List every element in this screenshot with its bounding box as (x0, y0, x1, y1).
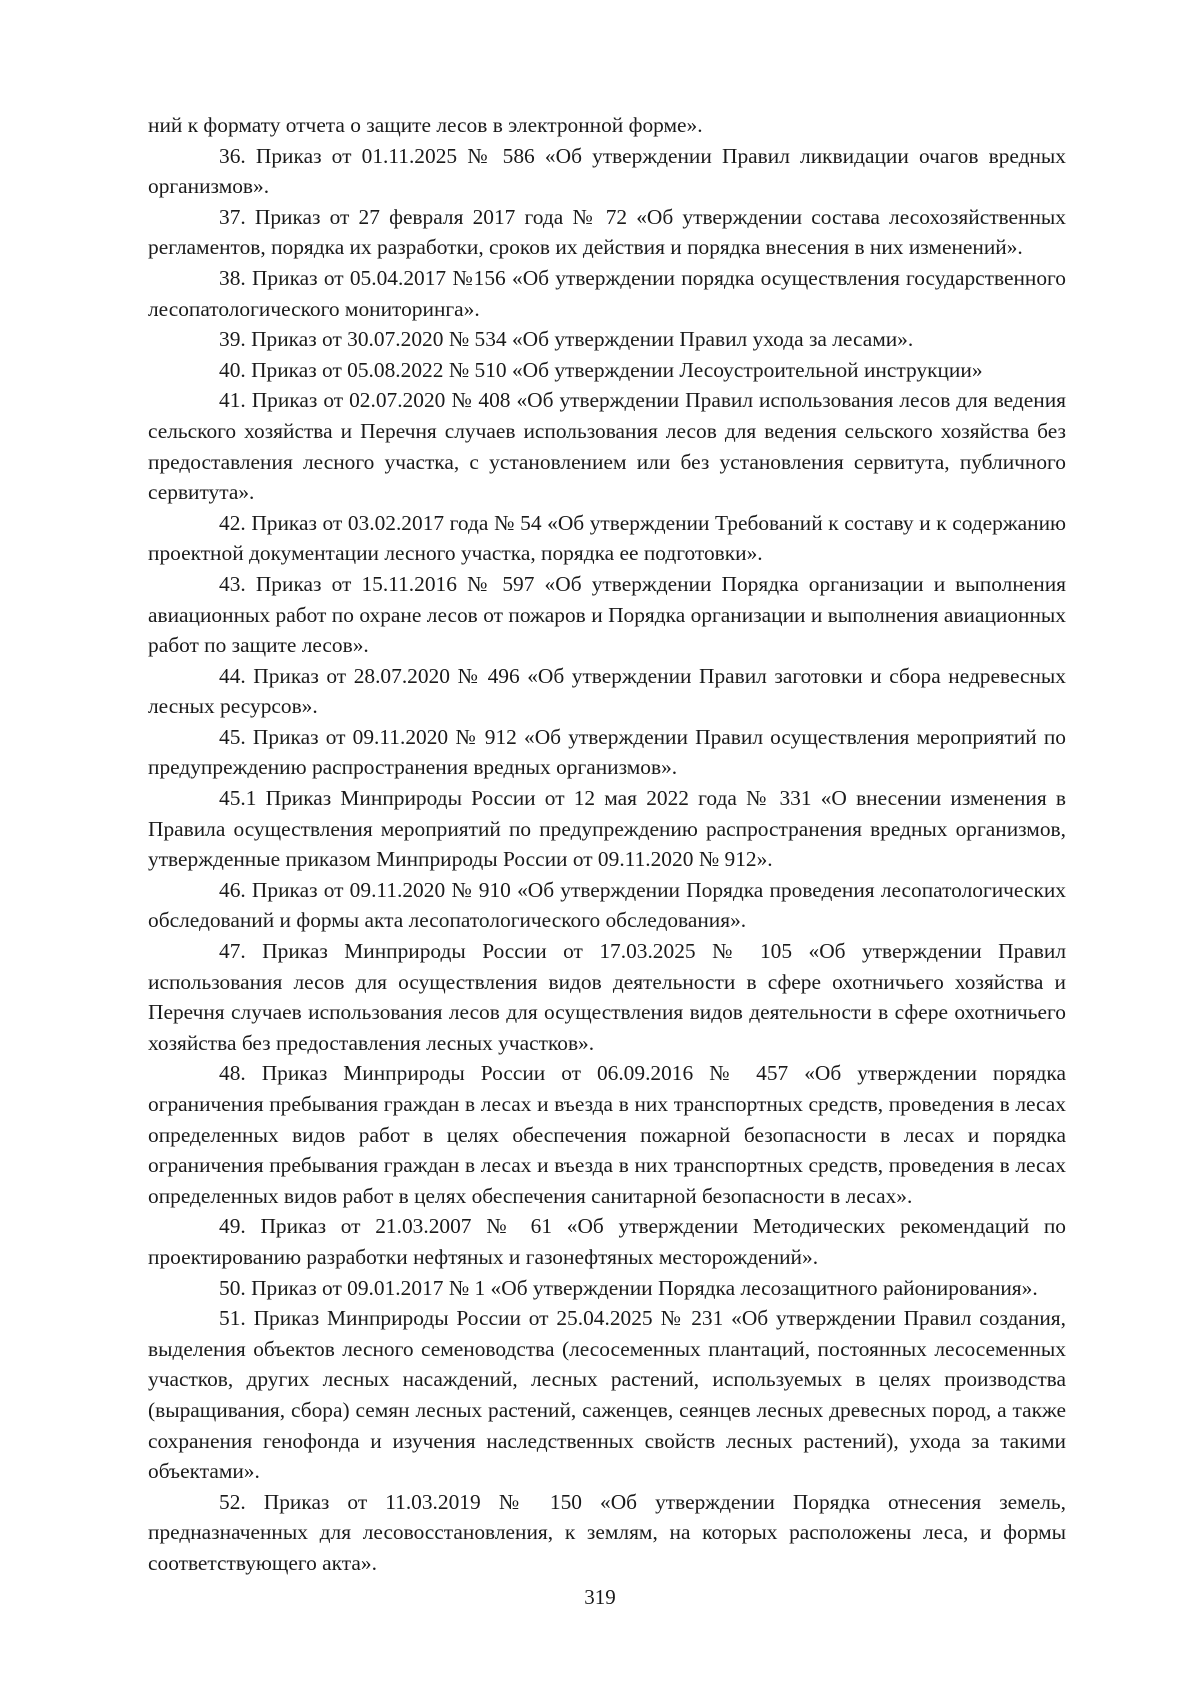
item-36: 36. Приказ от 01.11.2025 № 586 «Об утверждении Правил ликвидации очагов вредных организмов». (148, 143, 1066, 199)
item-47: 47. Приказ Минприроды России от 17.03.2025 № 105 «Об утверждении Правил использования лесов для осуществления видов деятельности в сфере охотничьего хозяйства и Перечня случаев использования лесов для осуществления видов деятельности в сфере охотничьего хозяйства без предоставления лесных участков». (148, 939, 1066, 1055)
item-51: 51. Приказ Минприроды России от 25.04.2025 № 231 «Об утверждении Правил создания, выделения объектов лесного семеноводства (лесосеменных плантаций, постоянных лесосеменных участков, других лесных насаждений, лесных растений, используемых в целях производства (выращивания, сбора) семян лесных растений, саженцев, сеянцев лесных древесных пород, а также сохранения генофонда и изучения наследственных свойств лесных растений), ухода за такими объектами». (148, 1306, 1066, 1484)
item-43: 43. Приказ от 15.11.2016 № 597 «Об утверждении Порядка организации и выполнения авиационных работ по охране лесов от пожаров и Порядка организации и выполнения авиационных работ по защите лесов». (148, 571, 1066, 658)
item-42: 42. Приказ от 03.02.2017 года № 54 «Об утверждении Требований к составу и к содержанию проектной документации лесного участка, порядка ее подготовки». (148, 510, 1066, 566)
item-40: 40. Приказ от 05.08.2022 № 510 «Об утверждении Лесоустроительной инструкции» (219, 357, 983, 382)
item-37: 37. Приказ от 27 февраля 2017 года № 72 «Об утверждении состава лесохозяйственных регламентов, порядка их разработки, сроков их действия и порядка внесения в них изменений». (148, 204, 1066, 260)
item-52: 52. Приказ от 11.03.2019 № 150 «Об утверждении Порядка отнесения земель, предназначенных для лесовосстановления, к землям, на которых расположены леса, и формы соответствующего акта». (148, 1489, 1066, 1575)
item-46: 46. Приказ от 09.11.2020 № 910 «Об утверждении Порядка проведения лесопатологических обследований и формы акта лесопатологического обследования». (148, 877, 1066, 933)
item-49: 49. Приказ от 21.03.2007 № 61 «Об утверждении Методических рекомендаций по проектированию разработки нефтяных и газонефтяных месторождений». (148, 1214, 1066, 1269)
item-50: 50. Приказ от 09.01.2017 № 1 «Об утверждении Порядка лесозащитного районирования». (219, 1275, 1038, 1300)
item-45: 45. Приказ от 09.11.2020 № 912 «Об утверждении Правил осуществления мероприятий по предупреждению распространения вредных организмов». (148, 724, 1066, 780)
item-48: 48. Приказ Минприроды России от 06.09.2016 № 457 «Об утверждении порядка ограничения пребывания граждан в лесах и въезда в них транспортных средств, проведения в лесах определенных видов работ в целях обеспечения пожарной безопасности в лесах и порядка ограничения пребывания граждан в лесах и въезда в них транспортных средств, проведения в лесах определенных видов работ в целях обеспечения санитарной безопасности в лесах». (148, 1061, 1066, 1208)
document-body (148, 110, 1066, 1579)
continuation-paragraph: ний к формату отчета о защите лесов в электронной форме». (148, 113, 703, 137)
page-number: 319 (584, 1585, 616, 1609)
item-44: 44. Приказ от 28.07.2020 № 496 «Об утверждении Правил заготовки и сбора недревесных лесных ресурсов». (148, 663, 1066, 719)
item-45-1: 45.1 Приказ Минприроды России от 12 мая 2022 года № 331 «О внесении изменения в Правила осуществления мероприятий по предупреждению распространения вредных организмов, утвержденные приказом Минприроды России от 09.11.2020 № 912». (148, 786, 1066, 872)
item-41: 41. Приказ от 02.07.2020 № 408 «Об утверждении Правил использования лесов для ведения сельского хозяйства и Перечня случаев использования лесов для ведения сельского хозяйства без предоставления лесного участка, с установлением или без установления сервитута, публичного сервитута». (148, 388, 1066, 505)
item-38: 38. Приказ от 05.04.2017 №156 «Об утверждении порядка осуществления государственного лесопатологического мониторинга». (148, 265, 1066, 321)
item-39: 39. Приказ от 30.07.2020 № 534 «Об утверждении Правил ухода за лесами». (219, 327, 914, 352)
